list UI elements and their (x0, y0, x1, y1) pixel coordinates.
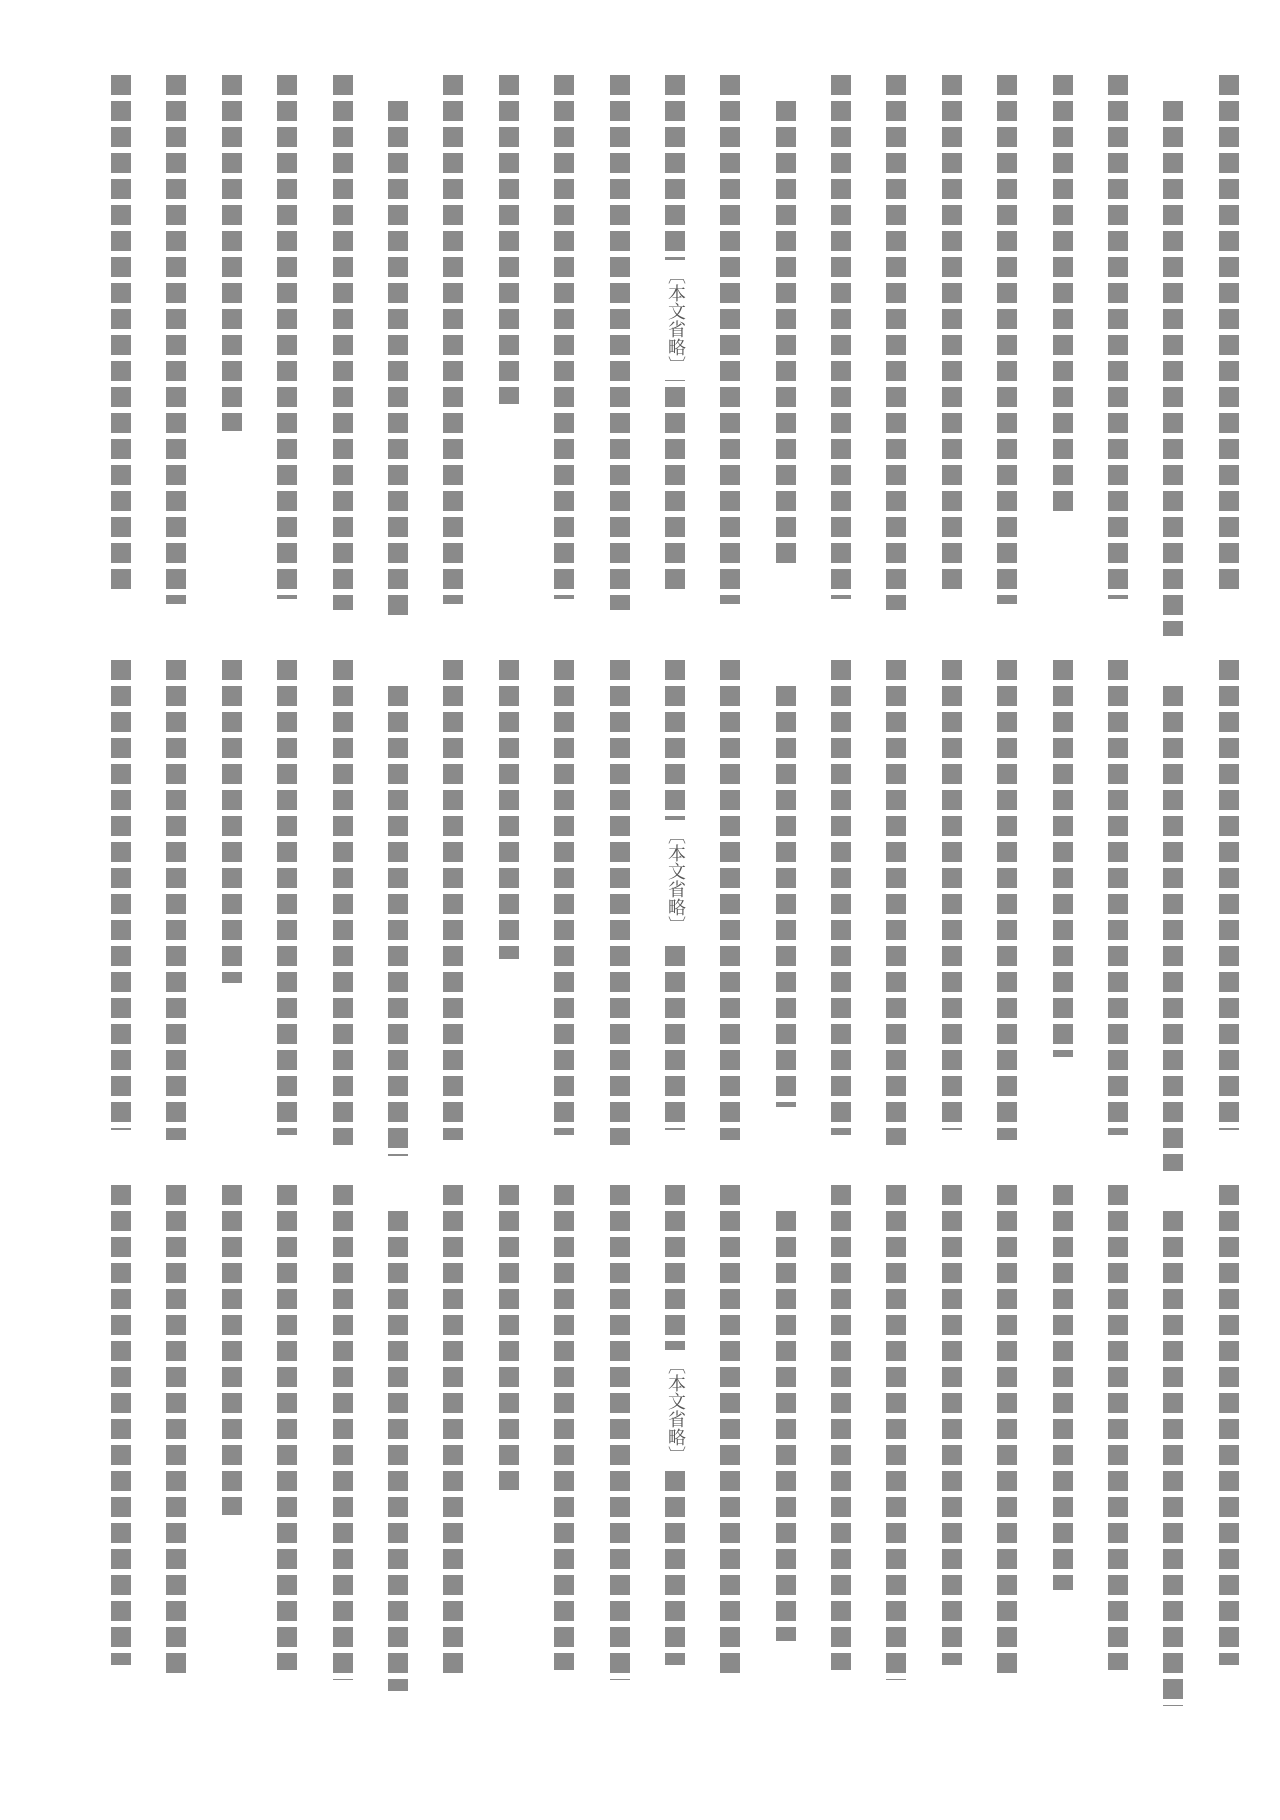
text-line-placeholder (111, 75, 131, 593)
text-column (1218, 1185, 1240, 1685)
text-line-placeholder (942, 660, 962, 1130)
text-line-placeholder (499, 75, 519, 404)
text-line-placeholder (886, 1185, 906, 1680)
text-line-placeholder (1219, 1185, 1239, 1665)
text-column (609, 75, 631, 615)
text-column (775, 660, 797, 1150)
text-column (941, 75, 963, 615)
omitted-note-top: 〔本文省略〕 (660, 260, 690, 380)
text-line-placeholder (166, 1185, 186, 1675)
text-line-placeholder (554, 660, 574, 1135)
text-column (442, 1185, 464, 1685)
text-line-placeholder (277, 660, 297, 1135)
text-line-placeholder (610, 1185, 630, 1680)
text-column (332, 1185, 354, 1685)
text-line-placeholder (1163, 686, 1183, 1171)
text-line-placeholder (443, 660, 463, 1140)
text-column (1218, 75, 1240, 615)
text-line-placeholder (166, 75, 186, 604)
text-column (276, 75, 298, 615)
text-column (498, 75, 520, 615)
omitted-note-middle: 〔本文省略〕 (660, 820, 690, 940)
text-column (719, 660, 741, 1150)
text-column (719, 75, 741, 615)
text-column (775, 1185, 797, 1685)
text-column (775, 75, 797, 615)
text-line-placeholder (499, 660, 519, 959)
text-column (165, 75, 187, 615)
text-column (1107, 660, 1129, 1150)
text-column (830, 660, 852, 1150)
text-line-placeholder (1108, 1185, 1128, 1670)
text-column (719, 1185, 741, 1685)
text-line-placeholder (554, 1185, 574, 1670)
text-column (1107, 1185, 1129, 1685)
text-line-placeholder (333, 660, 353, 1145)
text-line-placeholder (388, 686, 408, 1156)
text-line-placeholder (610, 660, 630, 1145)
text-line-placeholder (1053, 75, 1073, 512)
text-line-placeholder (776, 101, 796, 565)
text-line-placeholder (443, 75, 463, 604)
text-column (387, 75, 409, 615)
text-column (885, 1185, 907, 1685)
text-column (609, 660, 631, 1150)
text-line-placeholder (610, 75, 630, 610)
text-line-placeholder (111, 1185, 131, 1665)
text-line-placeholder (554, 75, 574, 599)
text-column (387, 660, 409, 1150)
text-column (498, 660, 520, 1150)
text-line-placeholder (886, 660, 906, 1145)
text-column (387, 1185, 409, 1685)
text-line-placeholder (831, 1185, 851, 1670)
text-column (885, 660, 907, 1150)
text-column (110, 75, 132, 615)
text-line-placeholder (942, 1185, 962, 1665)
text-column (553, 1185, 575, 1685)
text-line-placeholder (222, 660, 242, 983)
text-line-placeholder (388, 101, 408, 619)
text-column (442, 75, 464, 615)
text-column (332, 75, 354, 615)
text-line-placeholder (333, 1185, 353, 1680)
text-column (609, 1185, 631, 1685)
text-column (996, 660, 1018, 1150)
text-column (1052, 75, 1074, 615)
text-column (941, 1185, 963, 1685)
text-line-placeholder (720, 660, 740, 1140)
text-column (165, 1185, 187, 1685)
text-line-placeholder (942, 75, 962, 593)
text-line-placeholder (1108, 660, 1128, 1135)
text-line-placeholder (720, 75, 740, 604)
text-line-placeholder (222, 1185, 242, 1515)
text-column (885, 75, 907, 615)
text-line-placeholder (1053, 660, 1073, 1057)
text-line-placeholder (776, 1211, 796, 1641)
text-line-placeholder (443, 1185, 463, 1675)
text-column (1052, 660, 1074, 1150)
text-column (221, 1185, 243, 1685)
text-column (830, 1185, 852, 1685)
text-line-placeholder (333, 75, 353, 610)
omitted-note-bottom: 〔本文省略〕 (660, 1350, 690, 1470)
text-line-placeholder (997, 1185, 1017, 1675)
text-column (1162, 660, 1184, 1150)
text-line-placeholder (1219, 75, 1239, 593)
text-line-placeholder (886, 75, 906, 610)
text-line-placeholder (1053, 1185, 1073, 1590)
text-line-placeholder (388, 1211, 408, 1691)
text-line-placeholder (111, 660, 131, 1130)
text-line-placeholder (1108, 75, 1128, 599)
text-column (1162, 1185, 1184, 1685)
text-line-placeholder (1163, 101, 1183, 636)
text-column (221, 660, 243, 1150)
text-line-placeholder (499, 1185, 519, 1490)
text-line-placeholder (720, 1185, 740, 1675)
text-line-placeholder (776, 686, 796, 1107)
text-column (276, 1185, 298, 1685)
text-column (941, 660, 963, 1150)
text-column (1162, 75, 1184, 615)
text-line-placeholder (831, 660, 851, 1135)
text-column (553, 75, 575, 615)
text-column (498, 1185, 520, 1685)
text-line-placeholder (1219, 660, 1239, 1130)
text-column (1052, 1185, 1074, 1685)
text-line-placeholder (277, 1185, 297, 1670)
text-line-placeholder (277, 75, 297, 599)
text-column (553, 660, 575, 1150)
text-column (221, 75, 243, 615)
text-line-placeholder (166, 660, 186, 1140)
text-column (110, 660, 132, 1150)
text-line-placeholder (997, 660, 1017, 1140)
text-column (276, 660, 298, 1150)
text-column (830, 75, 852, 615)
text-column (442, 660, 464, 1150)
text-line-placeholder (831, 75, 851, 599)
text-line-placeholder (997, 75, 1017, 604)
text-line-placeholder (1163, 1211, 1183, 1706)
text-line-placeholder (222, 75, 242, 431)
text-column (996, 75, 1018, 615)
text-column (332, 660, 354, 1150)
text-column (110, 1185, 132, 1685)
text-column (996, 1185, 1018, 1685)
text-column (1218, 660, 1240, 1150)
text-column (1107, 75, 1129, 615)
text-column (165, 660, 187, 1150)
